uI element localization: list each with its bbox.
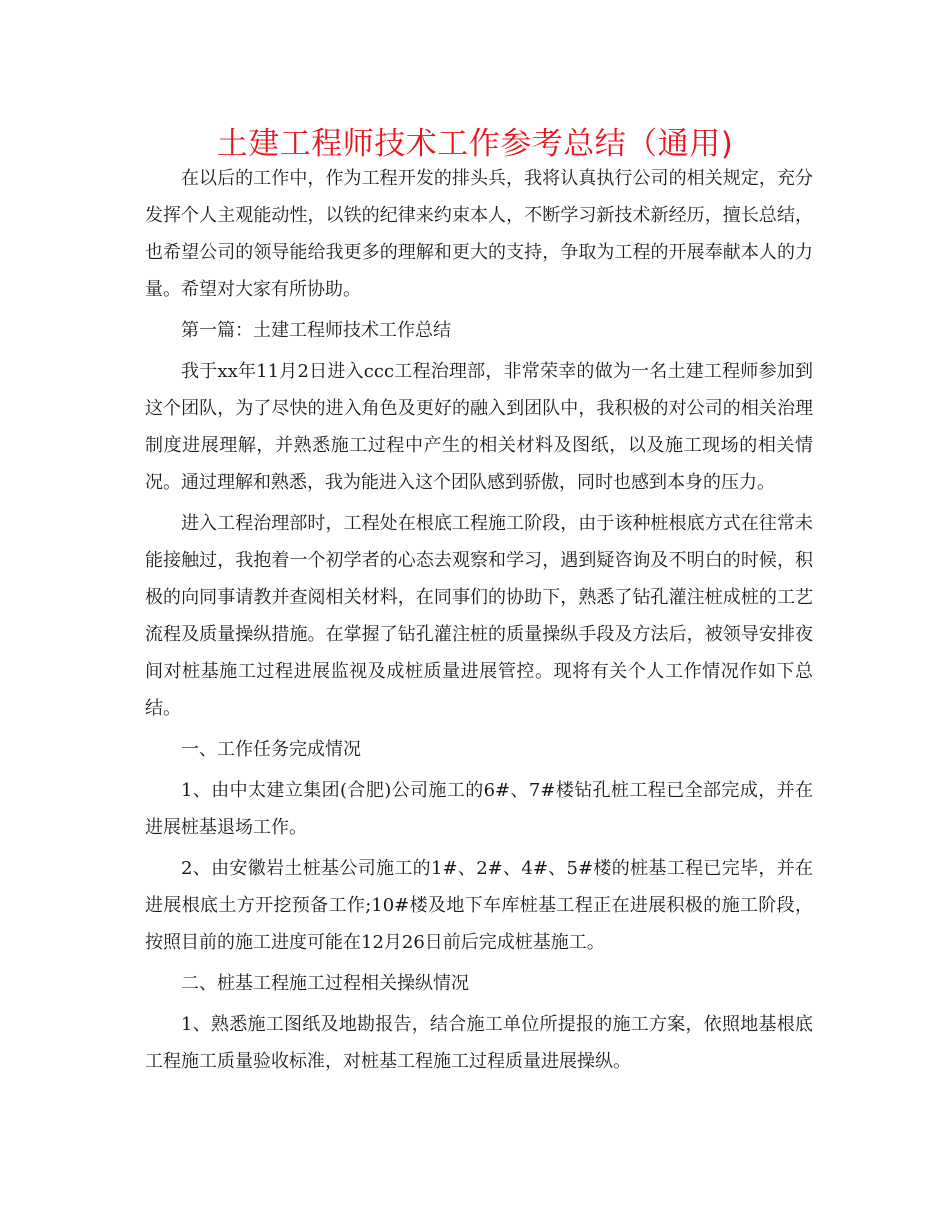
list-item-2: 2、由安徽岩土桩基公司施工的1#、2#、4#、5#楼的桩基工程已完毕，并在进展根底土方开挖预备工作;10#楼及地下车库桩基工程正在进展积极的施工阶段，按照目前的施工进度可能在12月26日前后完成桩基施工。 xyxy=(145,858,813,953)
section-heading-pile-control: 二、桩基工程施工过程相关操纵情况 xyxy=(181,973,469,994)
paragraph-intro: 在以后的工作中，作为工程开发的排头兵，我将认真执行公司的相关规定，充分发挥个人主观能动性，以铁的纪律来约束本人，不断学习新技术新经历，擅长总结，也希望公司的领导能给我更多的理解和更大的支持，争取为工程的开展奉献本人的力量。希望对大家有所协助。 xyxy=(145,168,813,300)
document-body xyxy=(145,160,813,1084)
paragraph-learning: 进入工程治理部时，工程处在根底工程施工阶段，由于该种桩根底方式在往常未能接触过，我抱着一个初学者的心态去观察和学习，遇到疑咨询及不明白的时候，积极的向同事请教并查阅相关材料，在同事们的协助下，熟悉了钻孔灌注桩成桩的工艺流程及质量操纵措施。在掌握了钻孔灌注桩的质量操纵手段及方法后，被领导安排夜间对桩基施工过程进展监视及成桩质量进展管控。现将有关个人工作情况作如下总结。 xyxy=(145,513,813,719)
list-item-3: 1、熟悉施工图纸及地勘报告，结合施工单位所提报的施工方案，依照地基根底工程施工质量验收标准，对桩基工程施工过程质量进展操纵。 xyxy=(145,1014,813,1072)
paragraph-joining: 我于xx年11月2日进入ccc工程治理部，非常荣幸的做为一名土建工程师参加到这个团队，为了尽快的进入角色及更好的融入到团队中，我积极的对公司的相关治理制度进展理解，并熟悉施工过程中产生的相关材料及图纸，以及施工现场的相关情况。通过理解和熟悉，我为能进入这个团队感到骄傲，同时也感到本身的压力。 xyxy=(145,361,813,493)
list-item-1: 1、由中太建立集团(合肥)公司施工的6#、7#楼钻孔桩工程已全部完成，并在进展桩基退场工作。 xyxy=(145,780,813,838)
document-title: 土建工程师技术工作参考总结（通用) xyxy=(216,126,734,162)
section-heading-task-completion: 一、工作任务完成情况 xyxy=(181,739,361,760)
section-heading-first-article: 第一篇：土建工程师技术工作总结 xyxy=(181,320,451,341)
